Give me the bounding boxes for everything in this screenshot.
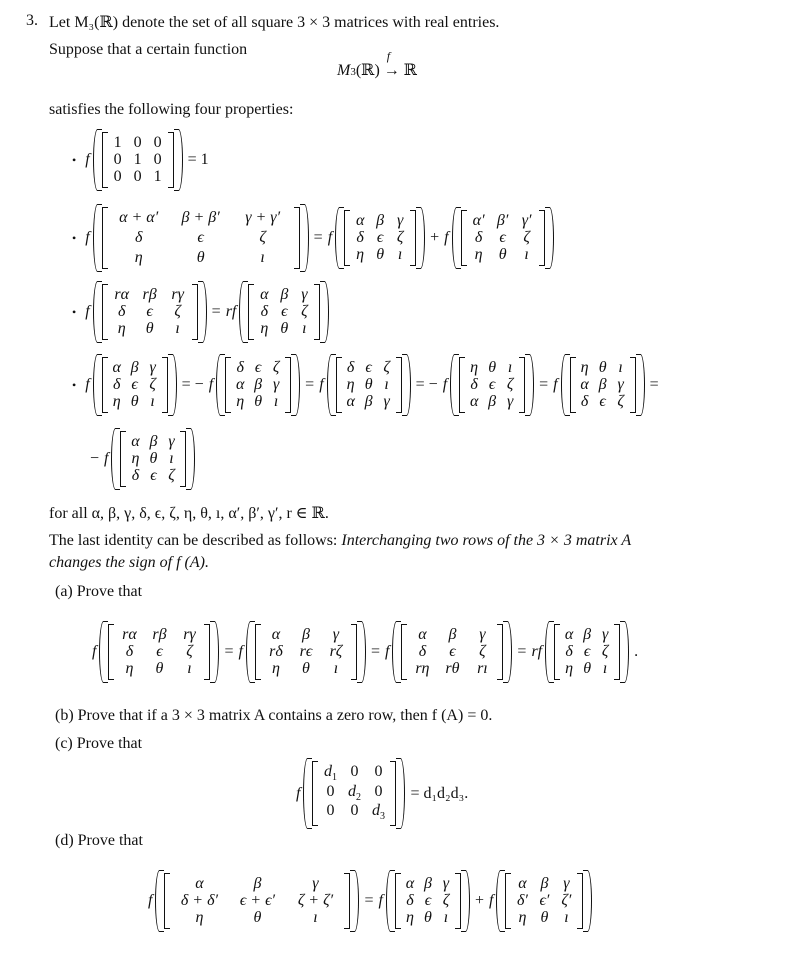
problem-number: 3.	[26, 12, 38, 29]
part-d-equation: f α β γ δ + δ′ ϵ + ϵ′ ζ + ζ′ η θ ı = f α β γ δ ϵ ζ η θ ı + f α β γ δ′ ϵ′ ζ′ η θ ı	[148, 874, 592, 928]
satisfies-line: satisfies the following four properties:	[49, 101, 294, 118]
mapping-line: M3(ℝ) f → ℝ	[337, 49, 418, 79]
part-a-equation: f rα rβ rγ δ ϵ ζ η θ ı = f α β γ rδ rϵ rζ η θ ı = f α β γ δ ϵ ζ rη rθ rı = rf α β γ δ ϵ ζ η θ ı .	[92, 625, 640, 679]
property-4: • f α β γ δ ϵ ζ η θ ı = − f δ ϵ ζ α β γ η θ ı = f δ ϵ ζ η θ ı α β γ = − f η θ ı δ ϵ ζ α β γ = f η θ ı α β γ δ ϵ ζ =	[72, 358, 661, 412]
part-d-label: (d) Prove that	[55, 832, 143, 849]
for-all-line: for all α, β, γ, δ, ϵ, ζ, η, θ, ı, α′, β′, γ′, r ∈ ℝ.	[49, 505, 329, 522]
intro-line: Let M₃(ℝ) denote the set of all square 3 × 3 matrices with real entries.	[49, 14, 500, 31]
property-1: • f 1 0 0 0 1 0 0 0 1 = 1	[72, 133, 211, 187]
identity-result: = 1	[187, 151, 209, 169]
part-c-label: (c) Prove that	[55, 735, 143, 752]
part-b-label: (b) Prove that if a 3 × 3 matrix A contains a zero row, then f (A) = 0.	[55, 707, 493, 724]
property-4-cont: − f α β γ η θ ı δ ϵ ζ	[88, 432, 195, 486]
suppose-line: Suppose that a certain function	[49, 41, 248, 58]
part-a-label: (a) Prove that	[55, 583, 143, 600]
property-3: • f rα rβ rγ δ ϵ ζ η θ ı = rf α β γ δ ϵ ζ η θ ı	[72, 285, 329, 339]
last-identity-line-2: changes the sign of f (A).	[49, 554, 209, 571]
map-label: f	[386, 49, 391, 63]
property-2: • f α + α′ β + β′ γ + γ′ δ ϵ ζ η θ ı = f α β γ δ ϵ ζ η θ ı + f α′ β′ γ′ δ ϵ ζ η θ ı	[72, 208, 554, 268]
part-c-equation: f $d_1$ 0 0 0 $d_2$ 0 0 0 $d_3$ = d₁d₂d₃.	[296, 762, 470, 825]
last-identity-line: The last identity can be described as follows: Interchanging two rows of the 3 × 3 matrix A	[49, 532, 632, 549]
part-c-result: = d₁d₂d₃.	[410, 784, 469, 802]
